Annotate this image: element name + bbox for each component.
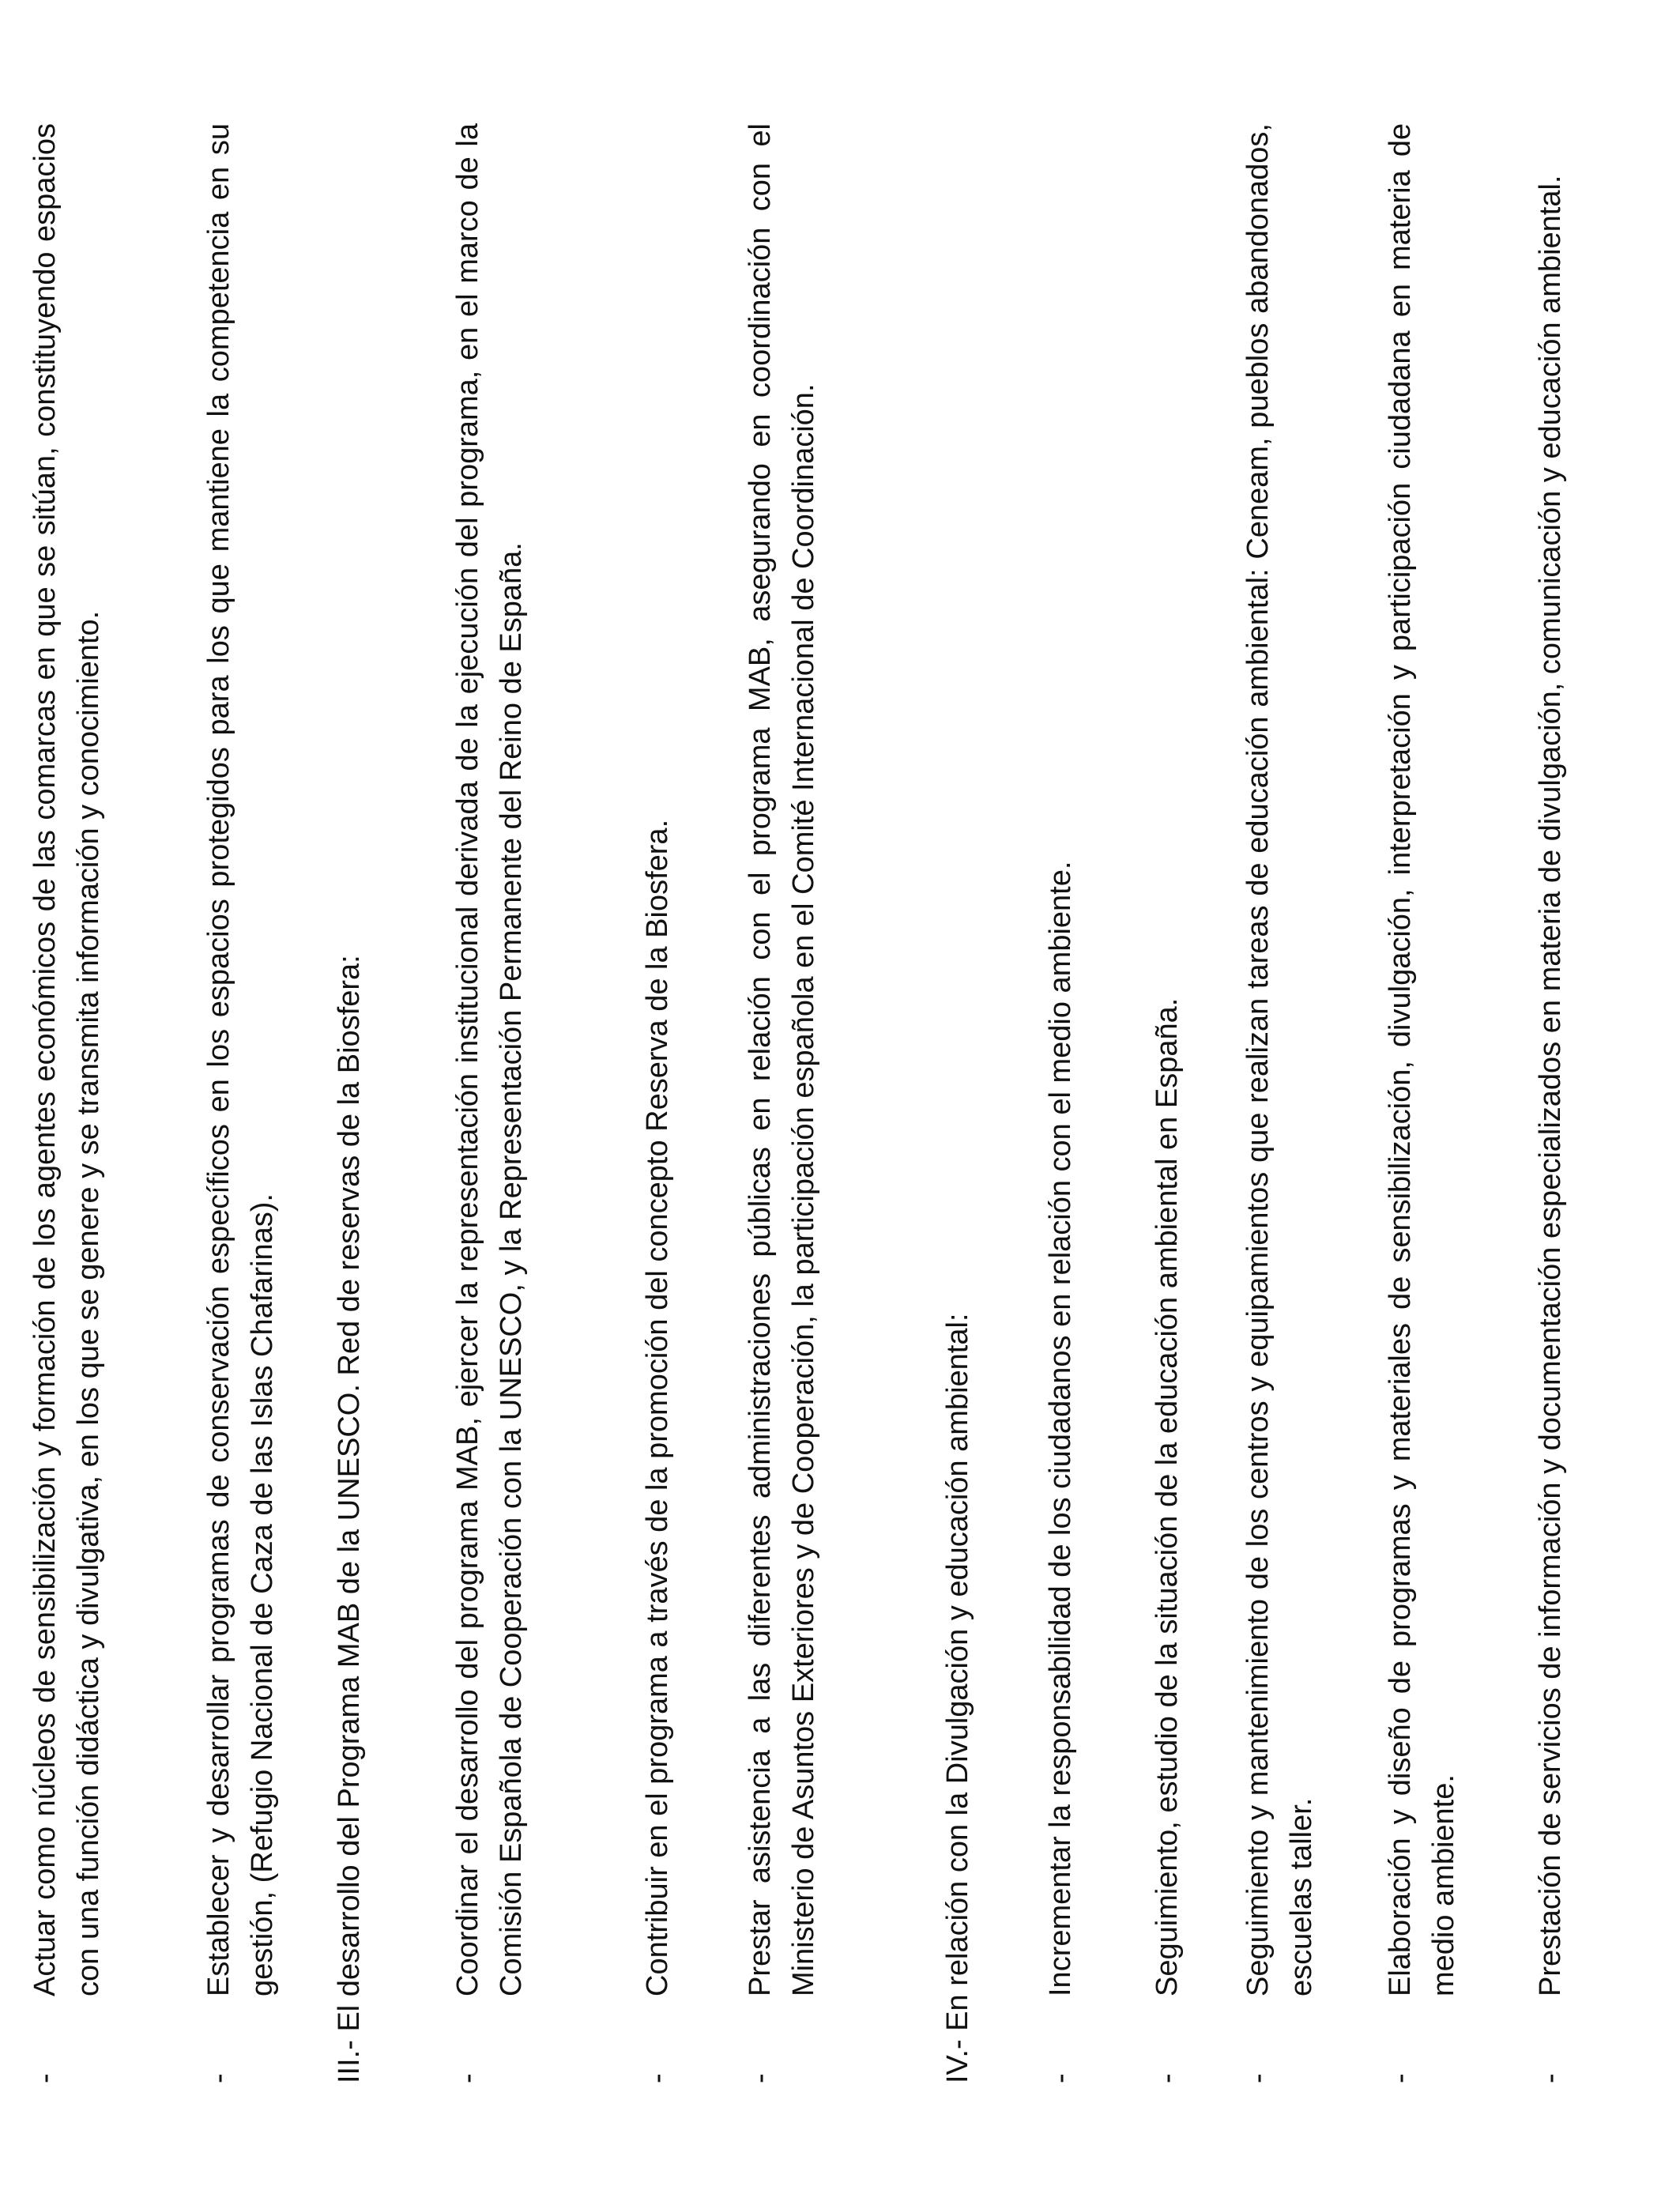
bullet-dash: - — [1384, 2073, 1417, 2083]
list-item — [1039, 123, 1083, 2083]
section-heading: III.- El desarrollo del Programa MAB de la UNESCO. Red de reservas de la Biosfera: — [333, 955, 366, 2083]
paragraph-text: Elaboración y diseño de programas y materiales de sensibilización, divulgación, interpretación y participación ciudadana en materia de medio ambiente. — [1384, 123, 1460, 1996]
paragraph-text: Prestar asistencia a las diferentes administraciones públicas en relación con el programa MAB, asegurando en coordinación con el Ministerio de Asuntos Exteriores y de Cooperación, la participación española en el Comité Internacional de Coordinación. — [744, 123, 820, 1996]
paragraph-text: Incrementar la responsabilidad de los ciudadanos en relación con el medio ambiente. — [1044, 861, 1077, 1996]
paragraph-text: Contribuir en el programa a través de la promoción del concepto Reserva de la Biosfera. — [641, 819, 674, 1996]
bullet-dash: - — [202, 2073, 235, 2083]
list-item — [739, 123, 826, 2083]
bullet-dash: - — [641, 2073, 674, 2083]
bullet-dash: - — [1151, 2073, 1184, 2083]
bullet-dash: - — [1241, 2073, 1275, 2083]
bullet-dash: - — [451, 2073, 484, 2083]
list-item — [1529, 123, 1573, 2083]
bullet-dash: - — [28, 2073, 62, 2083]
paragraph-text: Prestación de servicios de información y documentación especializados en materia de divulgación, comunicación y educación ambiental. — [1534, 175, 1567, 1996]
list-item — [1237, 123, 1324, 2083]
bullet-dash: - — [1534, 2073, 1567, 2083]
paragraph-text: Actuar como núcleos de sensibilización y formación de los agentes económicos de las comarcas en que se sitúan, constituyendo espacios con una función didáctica y divulgativa, en los que se genere y se transmita información y conocimiento. — [28, 123, 105, 1996]
paragraph-text: Establecer y desarrollar programas de conservación específicos en los espacios protegidos para los que mantiene la competencia en su gestión, (Refugio Nacional de Caza de las Islas Chafarinas). — [202, 123, 279, 1996]
list-item — [198, 123, 284, 2083]
list-item — [24, 123, 111, 2083]
list-item — [1379, 123, 1466, 2083]
section-heading: IV.- En relación con la Divulgación y educación ambiental: — [941, 1313, 974, 2083]
list-item — [1146, 123, 1189, 2083]
list-item — [636, 123, 680, 2083]
bullet-dash: - — [1044, 2073, 1077, 2083]
paragraph-text: Seguimiento, estudio de la situación de la educación ambiental en España. — [1151, 997, 1184, 1996]
paragraph-text: Seguimiento y mantenimiento de los centros y equipamientos que realizan tareas de educación ambiental: Ceneam, pueblos abandonados, escuelas taller. — [1241, 123, 1318, 1996]
list-item — [446, 123, 533, 2083]
paragraph-text: Coordinar el desarrollo del programa MAB, ejercer la representación institucional derivada de la ejecución del programa, en el marco de la Comisión Española de Cooperación con la UNESCO, y la Representación Permanente del Reino de España. — [451, 123, 528, 1996]
bullet-dash: - — [744, 2073, 777, 2083]
